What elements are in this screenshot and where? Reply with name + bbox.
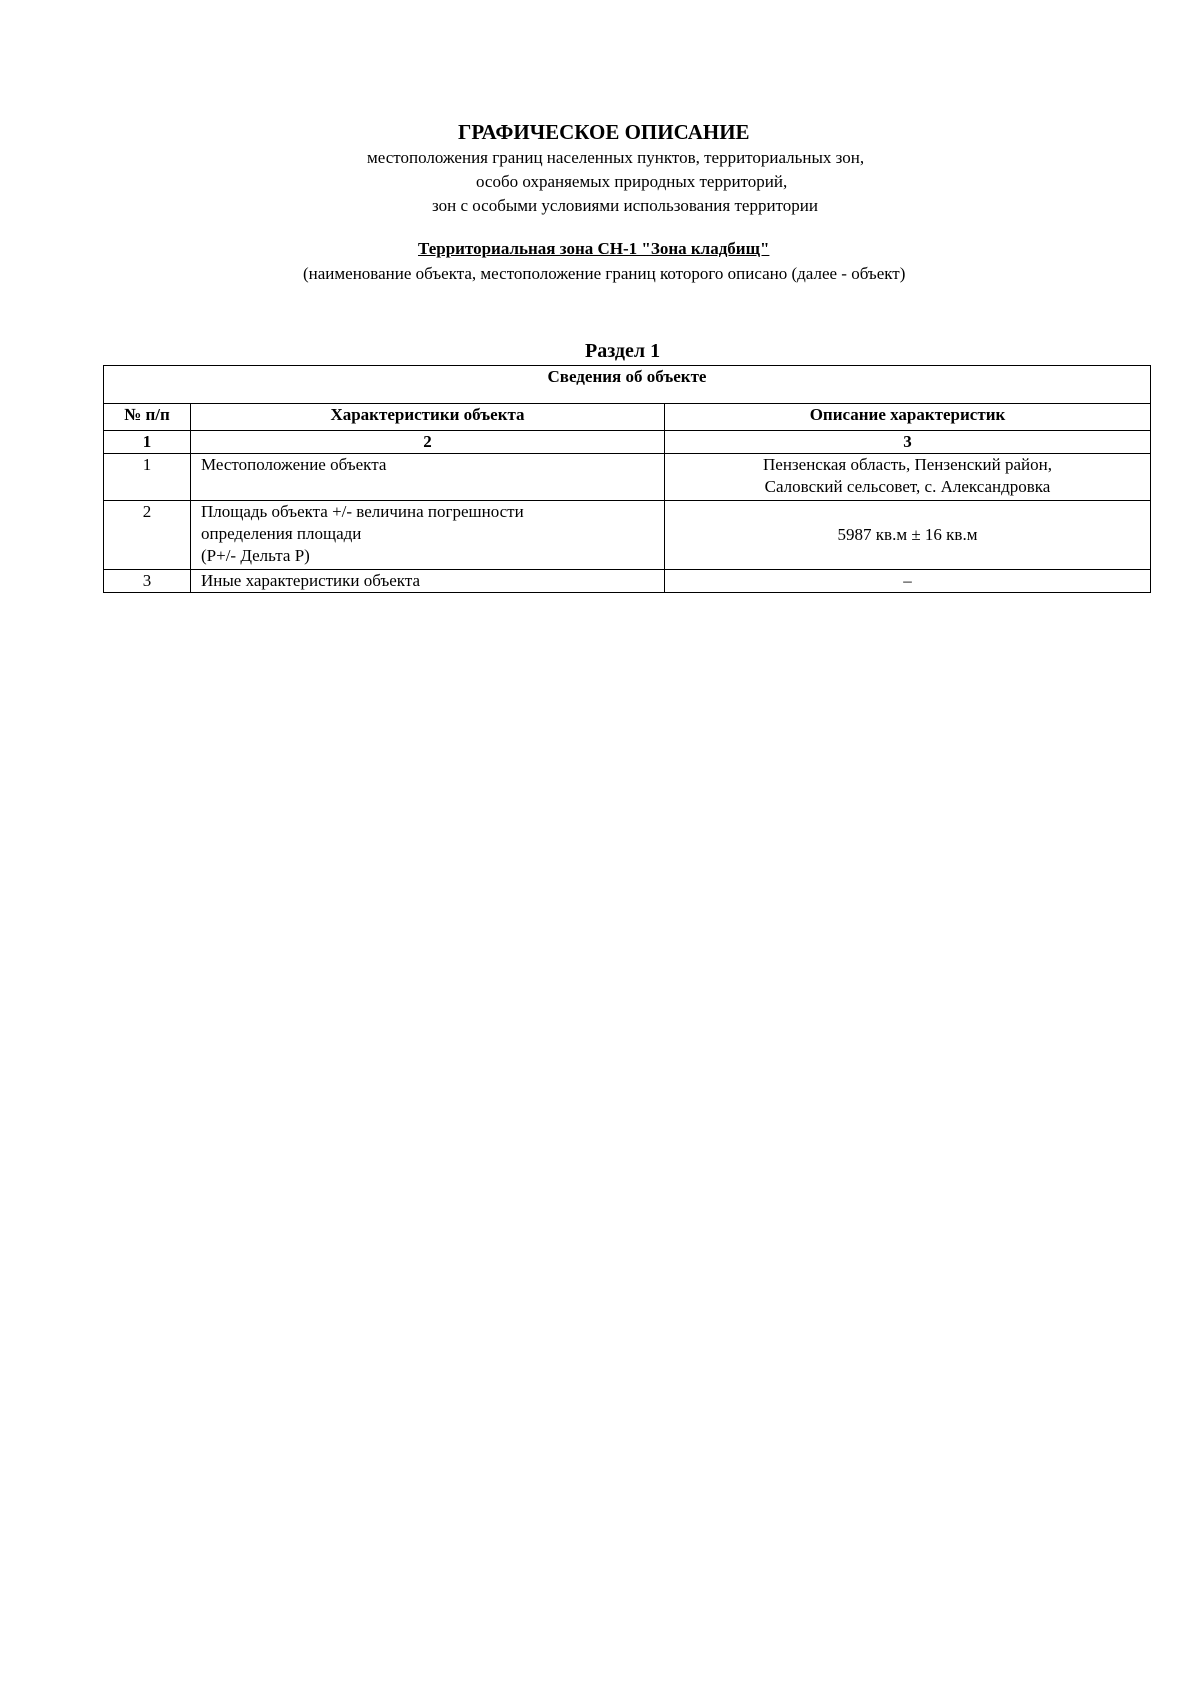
header-characteristic: Характеристики объекта [191,404,665,431]
row-number: 2 [104,501,191,570]
object-info-table [103,365,1151,593]
row-characteristic [191,501,665,570]
row-characteristic [191,454,665,501]
header-description: Описание характеристик [665,404,1151,431]
characteristic-line: Иные характеристики объекта [201,571,421,590]
table-caption: Сведения об объекте [104,366,1151,404]
row-characteristic [191,570,665,593]
column-number-row [104,431,1151,454]
table-header-row [104,404,1151,431]
column-number-1: 1 [104,431,191,454]
table-row [104,570,1151,593]
characteristic-line: (Р+/- Дельта Р) [201,546,310,565]
document-title: ГРАФИЧЕСКОЕ ОПИСАНИЕ [458,120,750,144]
table-row [104,454,1151,501]
description-line: 5987 кв.м ± 16 кв.м [837,525,978,544]
column-number-2: 2 [191,431,665,454]
description-line: – [903,571,912,590]
header-no: № п/п [104,404,191,431]
row-number: 1 [104,454,191,501]
row-description [665,501,1151,570]
subtitle-line-2: особо охраняемых природных территорий, [476,172,788,191]
column-number-3: 3 [665,431,1151,454]
table-caption-row [104,366,1151,404]
characteristic-line: Площадь объекта +/- величина погрешности [201,502,524,521]
zone-caption: (наименование объекта, местоположение границ которого описано (далее - объект) [303,264,906,283]
characteristic-line: определения площади [201,524,362,543]
zone-name: Территориальная зона СН-1 "Зона кладбищ" [418,239,770,258]
row-number: 3 [104,570,191,593]
row-description [665,570,1151,593]
subtitle-line-1: местоположения границ населенных пунктов, территориальных зон, [367,148,865,167]
characteristic-line: Местоположение объекта [201,455,387,474]
subtitle-line-3: зон с особыми условиями использования территории [432,196,818,215]
table-row [104,501,1151,570]
section-title: Раздел 1 [585,340,661,362]
description-line: Саловский сельсовет, с. Александровка [764,477,1051,496]
row-description [665,454,1151,501]
description-line: Пензенская область, Пензенский район, [763,455,1052,474]
